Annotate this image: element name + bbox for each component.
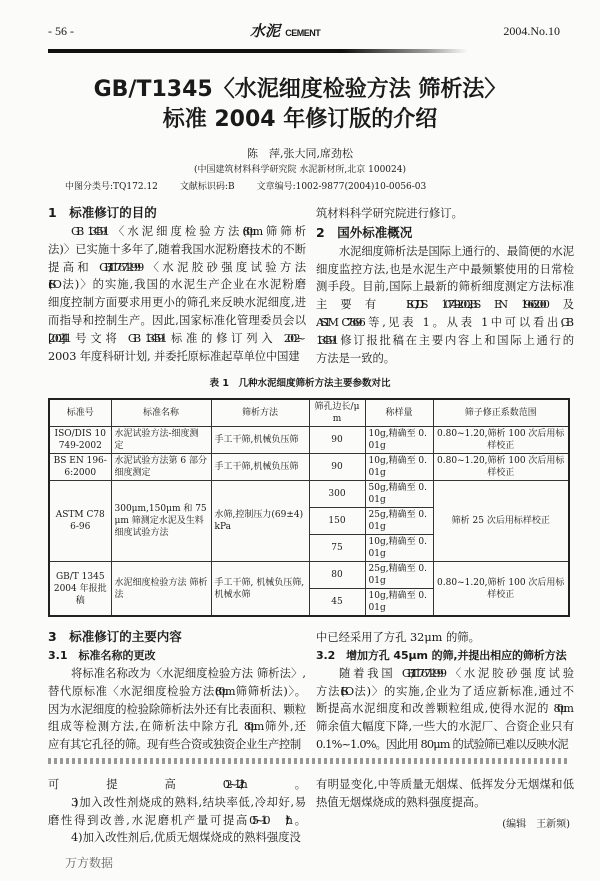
text-line: 提高和 GB/T17671-1999〈水泥胶砂强度试验方法 [48, 260, 302, 274]
section-2-body [316, 243, 570, 368]
table-row [49, 562, 569, 589]
text-line: 随着我国 GB/T17671-1999〈水泥胶砂强度试验 [339, 666, 570, 680]
text-line: 3)加入改性剂烧成的熟料,结块率低,冷却好,易 [71, 795, 302, 809]
text-line: 热值无烟煤烧成的熟料强度提高。 [316, 795, 486, 809]
text-line: 有明显变化,中等质量无烟煤、低挥发分无烟煤和低 [316, 778, 570, 791]
table-cell: 水泥试验方法-细度测定 [111, 427, 211, 454]
text-line: 方法(ISO 法)〉的实施,企业为了适应新标准,通过不 [316, 684, 570, 698]
section-3-2 [316, 629, 570, 754]
column-header: 称样量 [365, 399, 433, 427]
section-1-heading: 1 标准修订的目的 [48, 205, 157, 220]
table-row [49, 427, 569, 454]
clc-number: 中图分类号:TQ172.12 [65, 182, 158, 192]
table-cell: 水泥细度检验方法 筛析法 [111, 562, 211, 617]
table-cell: 手工干筛,机械负压筛 [211, 454, 309, 481]
table-cell: 0.80~1.20,筛析 100 次后用标样校正 [433, 562, 569, 617]
table-cell: ASTM C786-96 [49, 481, 111, 562]
section-3-body [48, 665, 302, 754]
table-cell: 75 [309, 535, 365, 562]
text-line: 1345-91 修订报批稿在主要内容上和国际上通行的 [316, 333, 570, 347]
table-row [49, 454, 569, 481]
journal-logo [250, 20, 320, 41]
text-line: 组成等检测方法, 在筛析法中除方孔 80μm 筛外,还 [48, 720, 302, 734]
section-2-heading: 2 国外标准概况 [316, 224, 413, 240]
header-rule [48, 49, 468, 53]
table-cell: 300 [309, 481, 365, 508]
section-1 [48, 203, 302, 365]
table-cell: 45 [309, 589, 365, 617]
text-line: 4)加入改性剂后,优质无烟煤烧成的熟料强度没 [71, 831, 301, 845]
column-header: 筛析方法 [211, 399, 309, 427]
section-3-2-body [316, 665, 570, 754]
text-line: (ISO 法)〉的实施,我国的水泥生产企业在水泥粉磨 [48, 278, 302, 292]
table-cell: 10g,精确至 0.01g [365, 427, 433, 454]
table-cell: 25g,精确至 0.01g [365, 562, 433, 589]
text-line: ASTM C786-96 等, 见表 1。从表 1 中可以看出,GB [316, 315, 570, 329]
article-meta [65, 181, 426, 194]
text-line: 替代原标准〈水泥细度检验方法(80μm 筛筛析法)〉。 [48, 684, 302, 698]
table-cell: ISO/DIS 10749-2002 [49, 427, 111, 454]
table-cell: 10g,精确至 0.01g [365, 454, 433, 481]
text-line: 而指导和控制生产。因此,国家标准化管理委员会以 [48, 313, 302, 327]
text-line: 可提高0.2~1.2t/h。 [48, 778, 302, 791]
journal-name-en: CEMENT [285, 28, 321, 38]
section-3-heading: 3 标准修订的主要内容 [48, 629, 182, 644]
section-3 [48, 627, 302, 754]
editor-credit: (编辑 王新频) [502, 818, 570, 830]
table-cell: 10g,精确至 0.01g [365, 535, 433, 562]
table-cell: 0.80~1.20,筛析 100 次后用标样校正 [433, 454, 569, 481]
text-line: 断提高水泥细度和改善颗粒组成,使得水泥的 80μm [316, 702, 570, 716]
text-line: 细度监控方法,也是水泥生产中最频繁使用的日常检 [316, 262, 570, 276]
table-cell: BS EN 196-6:2000 [49, 454, 111, 481]
column-header: 筛孔边长/μm [309, 399, 365, 427]
doc-code: 文献标识码:B [179, 182, 235, 192]
title-line-2: 标准 2004 年修订版的介绍 [162, 107, 438, 132]
section-3-1-heading: 3.1 标准名称的更改 [48, 649, 156, 662]
text-line: 筛余值大幅度下降,一些大的水泥厂、合资企业只有 [316, 720, 570, 734]
other-article-left [48, 776, 302, 847]
ornamental-divider [48, 758, 570, 764]
section-2 [316, 205, 570, 367]
table-cell: 90 [309, 427, 365, 454]
table-row [49, 481, 569, 508]
issue-label: 2004.No.10 [503, 24, 560, 38]
table-cell: 水泥试验方法第 6 部分 细度测定 [111, 454, 211, 481]
text-line: 法)〉已实施十多年了,随着我国水泥粉磨技术的不断 [48, 242, 302, 256]
text-line: 将标准名称改为〈水泥细度检验方法 筛析法〉, [71, 667, 302, 680]
affiliation: (中国建筑材料科学研究院 水泥新材所,北京 100024) [194, 165, 406, 175]
table-cell: 80 [309, 562, 365, 589]
title-line-1: GB/T1345〈水泥细度检验方法 筛析法〉 [93, 77, 507, 102]
text-line: 2003 年度科研计划, 并委托原标准起草单位中国建 [48, 349, 300, 363]
text-line: 0.1%~1.0%。因此用 80μm 的试验筛已难以反映水泥 [316, 737, 568, 751]
text-line: 磨性得到改善,水泥磨机产量可提高0.5~1.0 t/h。 [48, 813, 302, 827]
text-line: 细度控制方面要求用更小的筛孔来反映水泥细度,进 [48, 296, 302, 310]
table-cell: GB/T 1345 2004 年报批稿 [49, 562, 111, 617]
column-header: 标准名称 [111, 399, 211, 427]
text-line: 方法是一致的。 [316, 351, 396, 365]
section-3-1-continuation: 中已经采用了方孔 32μm 的筛。 [316, 631, 480, 644]
journal-name-cn: 水泥 [250, 22, 281, 40]
table-cell: 10g,精确至 0.01g [365, 589, 433, 617]
text-line: 主要有 ISO/DIS 10749-2002,BS EN 196-6:2000 及 [316, 298, 570, 312]
text-line: GB 1345-91〈水泥细度检验方法(80μm 筛筛析 [71, 225, 302, 238]
table-cell: 50g,精确至 0.01g [365, 481, 433, 508]
text-line: 测手段。目前,国际上最新的筛析细度测定方法标准 [316, 280, 570, 294]
section-1-body [48, 223, 302, 365]
table-cell: 300μm,150μm 和 75μm 筛测定水泥及生料细度试验方法 [111, 481, 211, 562]
text-line: 水泥细度筛析法是国际上通行的、最简便的水泥 [339, 244, 570, 258]
page-number: - 56 - [48, 24, 74, 38]
column-header: 筛子修正系数范围 [433, 399, 569, 427]
table-cell: 90 [309, 454, 365, 481]
text-line: 因为水泥细度的检验除筛析法外还有比表面积、颗粒 [48, 702, 302, 716]
column-header: 标准号 [49, 399, 111, 427]
table-cell: 水筛,控制压力(69±4)kPa [211, 481, 309, 562]
authors: 陈 萍,张大同,席劲松 [247, 147, 353, 160]
text-line: [2002]41 号文将 GB 1345-91 标准的修订列入 2002~ [48, 331, 302, 345]
comparison-table [48, 398, 570, 617]
table-cell: 筛析 25 次后用标样校正 [433, 481, 569, 562]
article-number: 文章编号:1002-9877(2004)10-0056-03 [256, 182, 427, 192]
table-cell: 25g,精确至 0.01g [365, 508, 433, 535]
table-cell: 手工干筛, 机械负压筛, 机械水筛 [211, 562, 309, 617]
other-article-right [316, 776, 570, 832]
table-caption: 表 1 几种水泥细度筛析方法主要参数对比 [209, 378, 391, 389]
footer-watermark: 万方数据 [65, 856, 114, 870]
table-cell: 手工干筛,机械负压筛 [211, 427, 309, 454]
section-1-continuation: 筑材料科学研究院进行修订。 [316, 207, 463, 220]
table-cell: 0.80~1.20,筛析 100 次后用标样校正 [433, 427, 569, 454]
section-3-2-heading: 3.2 增加方孔 45μm 的筛,并提出相应的筛析方法 [316, 648, 567, 662]
text-line: 应有其它孔径的筛。现有些合资或独资企业生产控制 [48, 738, 301, 752]
table-cell: 150 [309, 508, 365, 535]
